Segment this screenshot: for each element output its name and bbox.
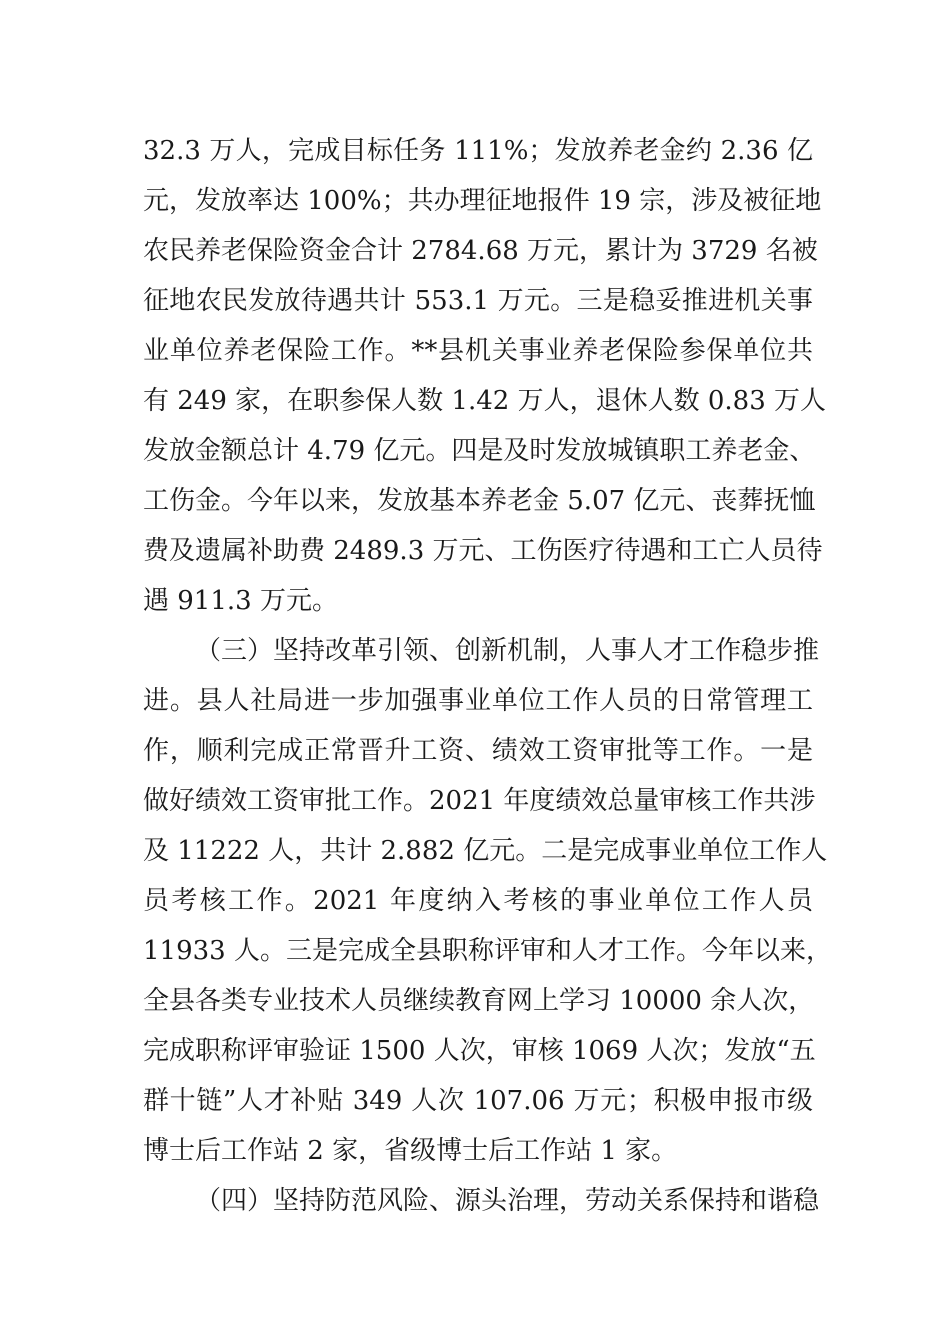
text-line: 工伤金。今年以来，发放基本养老金 5.07 亿元、丧葬抚恤: [143, 486, 816, 516]
text-line: 作，顺利完成正常晋升工资、绩效工资审批等工作。一是: [143, 736, 813, 766]
text-line: 做好绩效工资审批工作。2021 年度绩效总量审核工作共涉: [143, 786, 816, 816]
text-line: 博士后工作站 2 家，省级博士后工作站 1 家。: [143, 1136, 678, 1166]
text-line: 发放金额总计 4.79 亿元。四是及时发放城镇职工养老金、: [143, 436, 816, 466]
text-line: 全县各类专业技术人员继续教育网上学习 10000 余人次，: [143, 986, 815, 1016]
text-line: 有 249 家，在职参保人数 1.42 万人，退休人数 0.83 万人: [143, 386, 826, 416]
text-line: 及 11222 人，共计 2.882 亿元。二是完成事业单位工作人: [143, 836, 828, 866]
text-line: 进。县人社局进一步加强事业单位工作人员的日常管理工: [143, 686, 813, 716]
text-line: 群十链”人才补贴 349 人次 107.06 万元；积极申报市级: [143, 1086, 813, 1116]
section-heading-line: （四）坚持防范风险、源头治理，劳动关系保持和谐稳: [195, 1186, 820, 1216]
section-heading-line: （三）坚持改革引领、创新机制，人事人才工作稳步推: [195, 636, 820, 666]
text-line: 农民养老保险资金合计 2784.68 万元，累计为 3729 名被: [143, 236, 818, 266]
text-line: 费及遗属补助费 2489.3 万元、工伤医疗待遇和工亡人员待: [143, 536, 823, 566]
text-line: 元，发放率达 100%；共办理征地报件 19 宗，涉及被征地: [143, 186, 822, 216]
text-line: 业单位养老保险工作。**县机关事业养老保险参保单位共: [143, 336, 813, 366]
text-line: 征地农民发放待遇共计 553.1 万元。三是稳妥推进机关事: [143, 286, 813, 316]
text-line: 32.3 万人，完成目标任务 111%；发放养老金约 2.36 亿: [143, 136, 813, 166]
text-line: 员考核工作。2021 年度纳入考核的事业单位工作人员: [143, 886, 813, 916]
document-body: [143, 126, 832, 1226]
text-line: 完成职称评审验证 1500 人次，审核 1069 人次；发放“五: [143, 1036, 816, 1066]
text-line: 11933 人。三是完成全县职称评审和人才工作。今年以来，: [143, 936, 832, 966]
text-line: 遇 911.3 万元。: [143, 586, 338, 616]
